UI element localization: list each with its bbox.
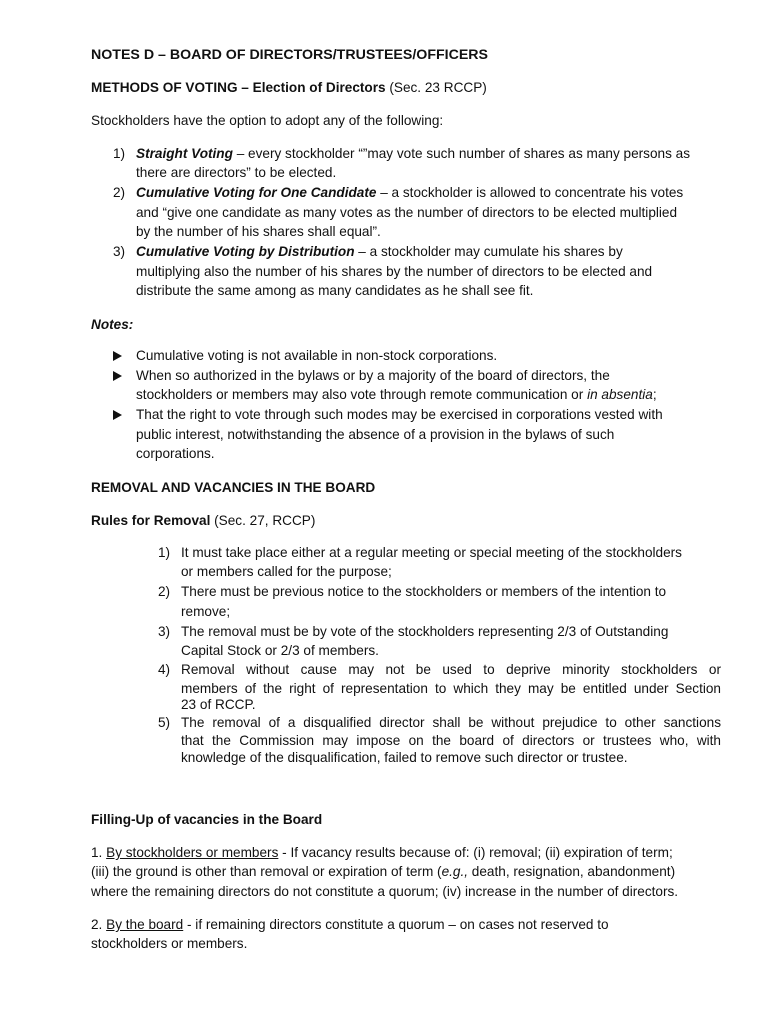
notes-heading: Notes:: [91, 317, 134, 332]
voting-intro: Stockholders have the option to adopt any of the following:: [91, 113, 444, 128]
arrow-bullet-icon: [113, 410, 122, 420]
notes-text: stockholders or members may also vote through remote communication or: [136, 387, 588, 402]
arrow-bullet-icon: [113, 351, 122, 361]
underlined-term: By the board: [106, 917, 184, 932]
paragraph-text: stockholders or members.: [91, 936, 248, 951]
notes-bullet-text: When so authorized in the bylaws or by a majority of the board of directors, the: [136, 368, 610, 383]
paragraph-number: 2.: [91, 917, 107, 932]
voting-term: Cumulative Voting by Distribution: [136, 244, 355, 259]
voting-term: Cumulative Voting for One Candidate: [136, 185, 377, 200]
list-item-text: distribute the same among as many candidates as he shall see fit.: [136, 283, 534, 298]
underlined-term: By stockholders or members: [106, 845, 279, 860]
notes-bullet-text: That the right to vote through such modes may be exercised in corporations vested with: [136, 407, 663, 422]
list-item-text: that the Commission may impose on the board of directors or trustees who, with: [181, 733, 721, 748]
paragraph-text: death, resignation, abandonment): [468, 864, 676, 879]
voting-heading: [91, 80, 487, 96]
notes-bullet-text: [136, 387, 657, 403]
list-marker: 1): [113, 146, 126, 161]
list-item-text: Capital Stock or 2/3 of members.: [181, 643, 379, 658]
list-item-text: It must take place either at a regular meeting or special meeting of the stockholders: [181, 545, 682, 560]
list-item-text: and “give one candidate as many votes as the number of directors to be elected multiplied: [136, 205, 678, 220]
list-marker: 1): [158, 545, 171, 560]
list-marker: 4): [158, 662, 171, 677]
list-marker: 2): [158, 584, 171, 599]
list-item-text: knowledge of the disqualification, failed to remove such director or trustee.: [181, 750, 628, 765]
notes-italic-text: in absentia: [587, 387, 653, 402]
vacancies-paragraph-1: [91, 845, 673, 861]
paragraph-text: - If vacancy results because of: (i) removal; (ii) expiration of term;: [278, 845, 673, 860]
list-item: [136, 146, 690, 162]
list-item-text: – a stockholder may cumulate his shares by: [354, 244, 623, 259]
list-marker: 3): [158, 624, 171, 639]
removal-heading: REMOVAL AND VACANCIES IN THE BOARD: [91, 480, 376, 495]
list-item-text: there are directors” to be elected.: [136, 165, 337, 180]
paragraph-text: where the remaining directors do not constitute a quorum; (iv) increase in the number of directors.: [91, 884, 679, 899]
vacancies-heading: Filling-Up of vacancies in the Board: [91, 812, 323, 827]
list-item-text: Removal without cause may not be used to deprive minority stockholders or: [181, 662, 721, 677]
rules-heading-bold: Rules for Removal: [91, 513, 211, 528]
page-title: NOTES D – BOARD OF DIRECTORS/TRUSTEES/OFFICERS: [91, 47, 489, 63]
list-item: [136, 244, 623, 260]
paragraph-italic: e.g.,: [441, 864, 469, 879]
voting-heading-ref: (Sec. 23 RCCP): [389, 80, 487, 95]
paragraph-number: 1.: [91, 845, 107, 860]
list-item-text: – a stockholder is allowed to concentrate his votes: [376, 185, 684, 200]
voting-heading-bold: METHODS OF VOTING – Election of Directors: [91, 80, 386, 95]
vacancies-paragraph-2: [91, 917, 609, 933]
list-item-text: multiplying also the number of his shares by the number of directors to be elected and: [136, 264, 653, 279]
list-item-text: by the number of his shares shall equal”.: [136, 224, 381, 239]
list-item: [136, 185, 683, 201]
notes-bullet-text: corporations.: [136, 446, 215, 461]
list-item-text: – every stockholder “”may vote such number of shares as many persons as: [232, 146, 691, 161]
arrow-bullet-icon: [113, 371, 122, 381]
rules-heading-ref: (Sec. 27, RCCP): [214, 513, 316, 528]
list-item-text: There must be previous notice to the stockholders or members of the intention to: [181, 584, 667, 599]
list-item-text: The removal of a disqualified director shall be without prejudice to other sanctions: [181, 715, 721, 730]
notes-bullet-text: Cumulative voting is not available in non-stock corporations.: [136, 348, 498, 363]
paragraph-text: (iii) the ground is other than removal or expiration of term (: [91, 864, 442, 879]
rules-heading: [91, 513, 315, 529]
paragraph-text: - if remaining directors constitute a quorum – on cases not reserved to: [183, 917, 609, 932]
list-marker: 3): [113, 244, 126, 259]
list-marker: 2): [113, 185, 126, 200]
list-item-text: The removal must be by vote of the stockholders representing 2/3 of Outstanding: [181, 624, 669, 639]
list-item-text: remove;: [181, 604, 231, 619]
list-marker: 5): [158, 715, 171, 730]
voting-term: Straight Voting: [136, 146, 233, 161]
notes-text: ;: [652, 387, 657, 402]
vacancies-paragraph-1-line: [91, 864, 675, 880]
list-item-text: or members called for the purpose;: [181, 564, 392, 579]
list-item-text: 23 of RCCP.: [181, 697, 256, 712]
notes-bullet-text: public interest, notwithstanding the absence of a provision in the bylaws of such: [136, 427, 615, 442]
list-item-text: members of the right of representation to which they may be entitled under Section: [181, 681, 721, 696]
